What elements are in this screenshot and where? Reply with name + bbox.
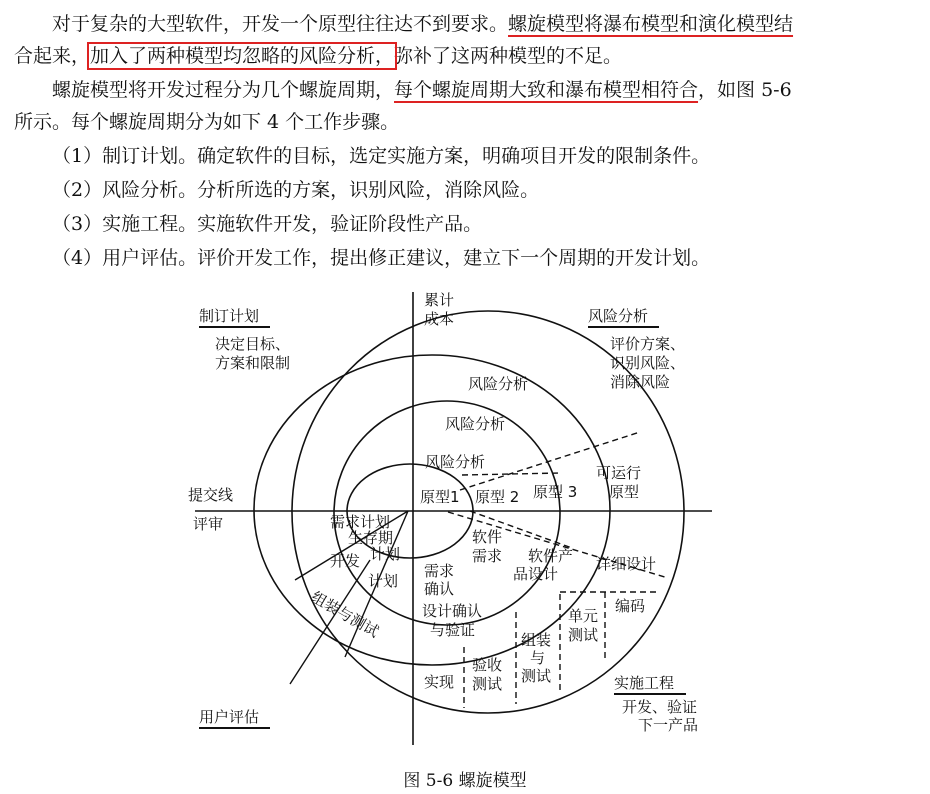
detail-design: 详细设计 <box>596 555 657 573</box>
risk-analysis-inner: 风险分析 <box>425 453 486 471</box>
step-2: （2）风险分析。分析所选的方案，识别风险，消除风险。 <box>52 179 540 201</box>
risk-analysis-middle: 风险分析 <box>445 415 506 433</box>
p2-text-a: 螺旋模型将开发过程分为几个螺旋周期， <box>52 79 395 101</box>
quadrant-evaluation-label: 用户评估 <box>199 708 260 726</box>
p2-text-d: 所示。每个螺旋周期分为如下 4 个工作步骤。 <box>14 111 400 133</box>
product-design-2: 品设计 <box>513 565 559 583</box>
p2-text-c: ，如图 5-6 <box>698 79 792 101</box>
prototype-1: 原型1 <box>420 488 460 506</box>
unit-test-1: 单元 <box>568 607 599 625</box>
quadrant-risk-label: 风险分析 <box>588 307 649 325</box>
risk-desc-2: 识别风险、 <box>610 354 686 372</box>
requirements-plan: 需求计划 <box>330 513 391 531</box>
commit-line-label: 提交线 <box>188 486 234 504</box>
risk-desc-3: 消除风险 <box>610 373 671 391</box>
lifecycle-plan-label: 计划 <box>370 545 401 563</box>
acceptance-test-2: 测试 <box>472 675 503 693</box>
software-requirements-1: 软件 <box>472 528 503 546</box>
p1-text-a: 对于复杂的大型软件，开发一个原型往往达不到要求。 <box>52 13 509 35</box>
plan-desc-2: 方案和限制 <box>215 354 291 372</box>
quadrant-plan-label: 制订计划 <box>199 307 260 325</box>
risk-analysis-outer: 风险分析 <box>468 375 529 393</box>
implementation-label: 实现 <box>424 673 455 691</box>
coding-label: 编码 <box>615 597 646 615</box>
review-label: 评审 <box>193 515 224 533</box>
p1-underlined-text: 螺旋模型将瀑布模型和演化模型结 <box>508 13 794 35</box>
assemble-test-label: 组装与测试 <box>308 587 382 641</box>
eng-desc-1: 开发、验证 <box>622 698 698 716</box>
p1-text-e: 弥补了这两种模型的不足。 <box>394 45 623 67</box>
software-requirements-2: 需求 <box>472 547 503 565</box>
runnable-prototype-2: 原型 <box>609 483 640 501</box>
axis-cost-label-1: 累计 <box>424 291 455 309</box>
dev-label: 开发 <box>330 552 361 570</box>
lifecycle-label: 生存期 <box>348 529 394 547</box>
quadrant-engineering-label: 实施工程 <box>614 674 675 692</box>
risk-desc-1: 评价方案、 <box>610 335 686 353</box>
dev-plan-label: 计划 <box>368 572 399 590</box>
product-design-1: 软件产 <box>528 547 574 565</box>
figure-caption: 图 5-6 螺旋模型 <box>403 771 527 791</box>
integration-test-2: 与 <box>530 649 546 667</box>
acceptance-test-1: 验收 <box>472 656 503 674</box>
p2-underlined-text: 每个螺旋周期大致和瀑布模型相符合 <box>394 79 699 101</box>
design-verify-2: 与验证 <box>430 621 476 639</box>
step-4: （4）用户评估。评价开发工作，提出修正建议，建立下一个周期的开发计划。 <box>52 247 711 269</box>
runnable-prototype-1: 可运行 <box>596 464 642 482</box>
step-1: （1）制订计划。确定软件的目标，选定实施方案，明确项目开发的限制条件。 <box>52 145 711 167</box>
prototype-3: 原型 3 <box>533 483 578 501</box>
req-confirm-1: 需求 <box>424 562 455 580</box>
p1-text-c: 合起来， <box>14 45 91 67</box>
design-verify-1: 设计确认 <box>422 602 483 620</box>
integration-test-3: 测试 <box>521 667 552 685</box>
p1-boxed-text: 加入了两种模型均忽略的风险分析， <box>90 45 395 67</box>
step-3: （3）实施工程。实施软件开发，验证阶段性产品。 <box>52 213 483 235</box>
prototype-2: 原型 2 <box>475 488 520 506</box>
integration-test-1: 组装 <box>521 631 552 649</box>
eng-desc-2: 下一产品 <box>638 716 699 734</box>
unit-test-2: 测试 <box>568 626 599 644</box>
req-confirm-2: 确认 <box>424 580 455 598</box>
axis-cost-label-2: 成本 <box>424 310 455 328</box>
plan-desc-1: 决定目标、 <box>215 335 291 353</box>
